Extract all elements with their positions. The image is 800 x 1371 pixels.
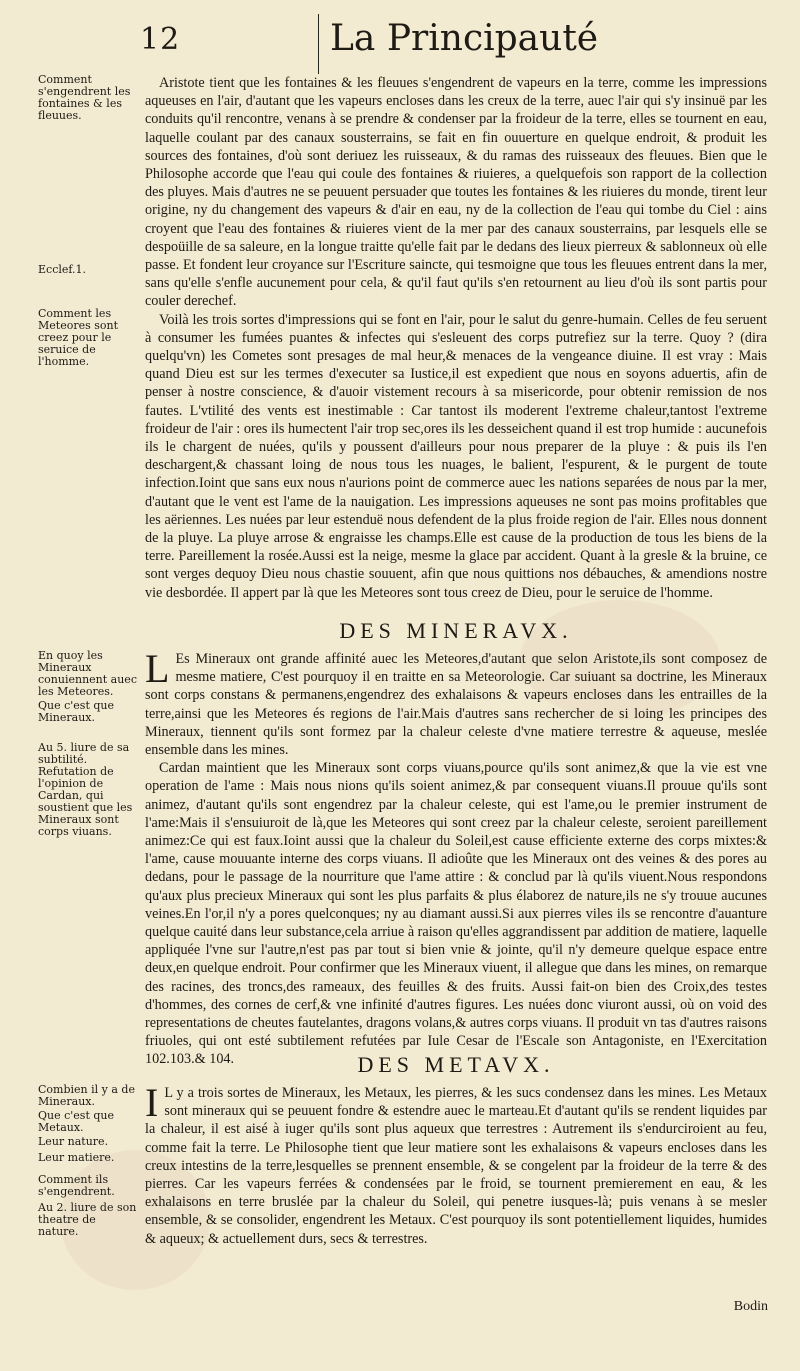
drop-cap: I <box>145 1080 159 1125</box>
drop-cap: L <box>145 646 170 691</box>
paragraph: Voilà les trois sortes d'impressions qui se font en l'air, pour le salut du genre-humain. Celles de feu seruent à consumer les fumées puantes & infectes qui s'esleuent des corps putrefiez sur la terre. Quoy ? (dira quelqu'vn) les Cometes sont presages de mal heur,& menaces de la vengeance diuine. Il est vray : Mais quand Dieu est sur les termes d'executer sa Iustice,il est expedient que nous en soyons aduertis, afin de penser à nostre conscience, & d'auoir vistement recours à sa misericorde, pour obtenir remission de nos fautes. L'vtilité des vents est inestimable : Car tantost ils moderent l'extreme chaleur,tantost l'extreme froideur de l'air : ores ils humectent l'air trop sec,ores ils les desseichent quand il est trop humide : aucunefois ils le chargent de nuées, qu'ils y poussent d'ailleurs pour nous preparer de la pluye : & puis ils l'en deschargent,& chassant loing de nous tous les nuages, le balient, l'espurent, & le purgent de toute infection.Ioint que sans eux nous n'aurions point de commerce auec les nations separées de nous par la mer, d'autant que le vent est l'ame de la nauigation. Les impressions aqueuses ne sont pas moins profitables que les aëriennes. Les nuées par leur estenduë nous defendent de la plus froide region de l'air. Elles nous donnent de la pluye. La pluye arrose & engraisse les champs.Elle est cause de la production de tous les biens de la terre. Pareillement la rosée.Aussi est la neige, mesme la glace par accident. Quant à la gresle & la bruine, ce sont verges dequoy Dieu nous chastie souuent, afin que nous quittions nos débauches, & amendions nostre vie desbordée. Il appert par là que les Meteores sont tous creez de Dieu, pour le seruice de l'homme. <box>145 311 767 601</box>
margin-note: Combien il y a de Mineraux. <box>38 1083 135 1108</box>
body-text <box>145 74 767 602</box>
margin-note: En quoy les Mineraux conuiennent auec les Meteores. <box>38 649 137 698</box>
margin-note: Au 2. liure de son theatre de nature. <box>38 1201 137 1238</box>
paragraph: Cardan maintient que les Mineraux sont corps viuans,pource qu'ils sont animez,& que la vie est vne operation de l'ame : Mais nous nions qu'ils soient animez,& par consequent viuans.Il prouue qu'ils sont animez, d'autant qu'ils sont engendrez par la chaleur celeste, qui est l'ame,ou le premier instrument de l'ame:Mais il s'ensuiuroit de là,que les Meteores qui sont creez par la chaleur celeste, seroient pareillement animez:Ce qui est faux.Ioint aussi que la chaleur du Soleil,est cause efficiente externe des corps mixtes:& l'ame, cause mouuante interne des corps viuans. Il adioûte que les Mineraux ont des veines & des pores au dedans, pour le passage de la nourriture que l'ame attire : & conclud par là qu'ils viuent.Nous respondons qu'aux plus precieux Mineraux qui sont les plus parfaits & plus élaborez de nature,ils ne s'y trouue aucunes veines.En l'or,il n'y a pores quelconques; ny au diamant aussi.Si aux pierres viles ils se rencontre d'auanture quelque cauité dans leur substance,cela arriue à raison qu'elles aggrandissent par addition de matiere, laquelle appliquée l'vne sur l'autre,n'est pas par tout si bien vnie & jointe, qu'il n'y demeure quelque espace entre deux,en quelque endroit. Pour confirmer que les Mineraux viuent, il allegue que dans les mines, on remarque des racines, des troncs,des rameaux, des feuilles & des fruits. Aussi fait-on bien des Croix,des testes d'hommes, des cornes de cerf,& vne infinité d'autres figures. Les nuées donc viuront aussi, où on void des representations de cheutes fautelantes, dragons volans,& autres corps viuans. Il produit vn tas d'autres raisons friuoles, qui ont esté subtilement refutées par Iule Cesar de l'Escale son Antagoniste, en l'Exercitation 102.103.& 104. <box>145 760 767 1068</box>
section-heading-mineraux: DES MINERAVX. <box>339 618 573 643</box>
section-heading-metaux: DES METAVX. <box>357 1052 555 1077</box>
body-text <box>145 646 767 1069</box>
paragraph: Es Mineraux ont grande affinité auec les Meteores,d'autant que selon Aristote,ils sont composez de mesme matiere, C'est pourquoy il en traitte en sa Meteorologie. Car suiuant sa doctrine, les Mineraux sont corps constans & permanens,engendrez des exhalaisons & vapeurs encloses dans les entrailles de la terre,ainsi que les Meteores és regions de l'air.Mais d'autres sans rechercher de si loing les principes des Mineraux, tiennent qu'ils sont formez par la chaleur celeste d'vne matiere terrestre & aqueuse, meslée ensemble dans les mines. <box>145 651 767 759</box>
page-header <box>0 14 800 74</box>
margin-note: Comment s'engendrent les fontaines & les fleuues. <box>38 73 131 122</box>
running-title: La Principauté <box>330 18 599 59</box>
body-text <box>145 1080 767 1248</box>
margin-note: Ecclef.1. <box>38 263 87 276</box>
margin-note: Comment les Meteores sont creez pour le seruice de l'homme. <box>38 307 119 368</box>
margin-note: Leur matiere. <box>38 1151 115 1164</box>
page-number: 12 <box>140 22 181 57</box>
margin-note: Que c'est que Mineraux. <box>38 699 115 724</box>
paragraph: L y a trois sortes de Mineraux, les Metaux, les pierres, & les sucs condensez dans les mines. Les Metaux sont mineraux qui se peuuent fondre & estendre auec le marteau.Et d'autant qu'ils se rendent liquides par la chaleur, il est aisé à iuger qu'ils sont plus aqueux que terrestres : Autrement ils s'endurciroient au feu, comme fait la terre. Le Philosophe tient que leur matiere sont les exhalaisons & vapeurs encloses dans les creux intestins de la terre,lesquelles se prennent ensemble, & se congelent par la froideur de la terre & des pierres. Car les vapeurs ferrées & condensées par le froid, se tournent premierement en eau, & les exhalaisons en terre bruslée par la chaleur du Soleil, qui penetre iusques-là; puis venans à se mesler ensemble, & se consolider, engendrent les Metaux. C'est pourquoy ils sont potentiellement liquides, humides & aqueux; & actuellement durs, secs & terrestres. <box>145 1085 767 1247</box>
catchword: Bodin <box>733 1299 768 1314</box>
header-divider <box>318 14 319 74</box>
margin-note: Comment ils s'engendrent. <box>38 1173 115 1198</box>
paragraph: Aristote tient que les fontaines & les fleuues s'engendrent de vapeurs en la terre, comme les impressions aqueuses en l'air, d'autant que les vapeurs encloses dans les creux de la terre, auec l'air qui s'y insinuë par les conduits qu'il rencontre, venans à se prendre & condenser par la froideur de la terre, elles se tournent en eau, laquelle coulant par des canaux sousterrains, se fait en fin ouuerture en quelque endroit, & produit les sources des fontaines, d'où sont deriuez les ruisseaux, & du ramas des ruisseaux des fleuues. Bien que le Philosophe accorde que l'eau qui coule des fontaines & riuieres, a quelquefois son rapport de la collection des pluyes. Mais d'autres ne se peuuent persuader que toutes les fontaines & les riuieres du monde, tirent leur origine, ny du changement des vapeurs & d'air en eau, ny de la collection de l'eau qui tombe du Ciel : ains croyent que l'eau des fontaines & riuieres vient de la mer par des canaux sousterrains, par lesquels elle se despoüille de sa saleure, en la longue traitte qu'elle fait par le dedans des lieux pierreux & sablonneux où elle passe. Et fondent leur croyance sur l'Escriture saincte, qui tesmoigne que tous les fleuues entrent dans la mer, sans qu'elle s'enfle aucunement pour cela, & qu'il faut qu'ils s'en retournent au lieu d'où ils sont partis pour couler derechef. <box>145 75 767 310</box>
margin-note: Au 5. liure de sa subtilité. <box>38 741 130 766</box>
margin-note: Que c'est que Metaux. <box>38 1109 115 1134</box>
margin-note: Refutation de l'opinion de Cardan, qui soustient que les Mineraux sont corps viuans. <box>38 765 133 838</box>
margin-note: Leur nature. <box>38 1135 109 1148</box>
